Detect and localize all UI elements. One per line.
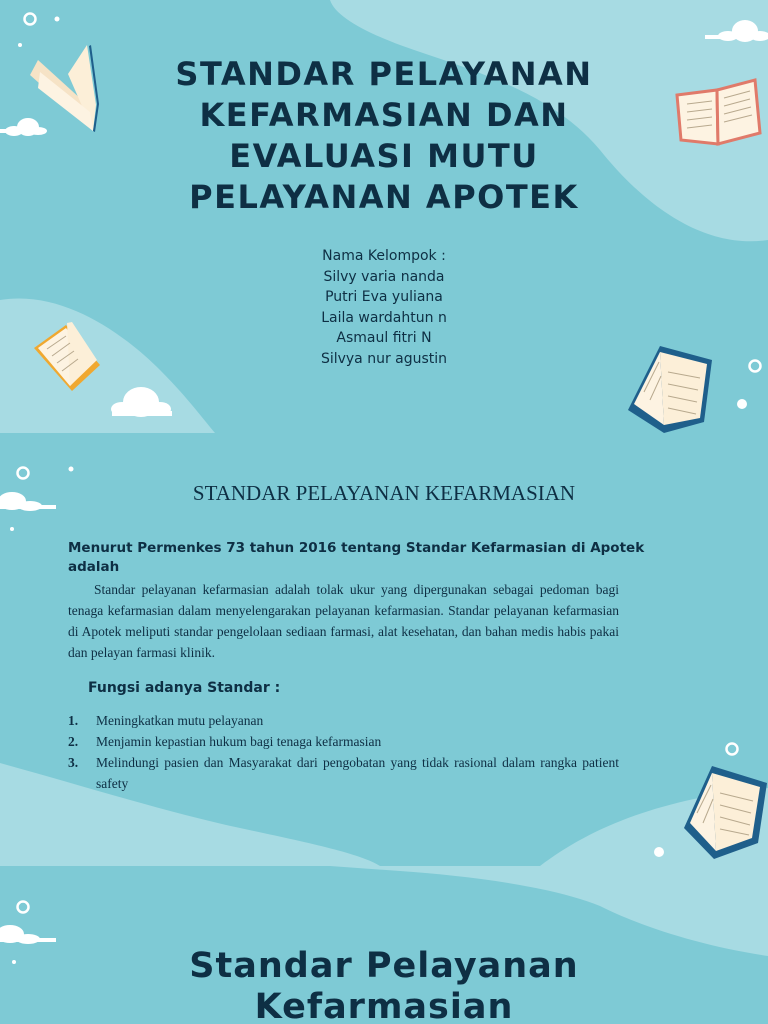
slide3-title-line: Kefarmasian — [254, 987, 514, 1024]
slide3-title — [84, 946, 684, 1024]
cover-title-line: EVALUASI MUTU — [229, 137, 539, 175]
list-item — [68, 731, 619, 752]
list-item — [68, 752, 619, 794]
list-item — [68, 710, 619, 731]
intro-text: Menurut Permenkes 73 tahun 2016 tentang Standar Kefarmasian di Apotek adalah — [68, 540, 645, 575]
definition-paragraph: Standar pelayanan kefarmasian adalah tolak ukur yang dipergunakan sebagai pedoman bagi tenaga kefarmasian dalam menyelengarakan pelayanan kefarmasian. Standar pelayanan kefarmasian di Apotek meliputi standar pengelolaan sediaan farmasi, alat kesehatan, dan bahan medis habis pakai dan pelayan farmasi klinik. — [68, 582, 619, 660]
bubble-icon — [25, 14, 36, 25]
cloud-icon — [0, 925, 56, 944]
cover-title-line: KEFARMASIAN DAN — [199, 96, 569, 134]
open-book-icon — [30, 45, 99, 132]
slide-2 — [0, 433, 768, 866]
member-name: Asmaul fitri N — [336, 330, 432, 346]
bubble-icon — [727, 744, 738, 755]
cover-title-line: PELAYANAN APOTEK — [189, 178, 579, 216]
member-name: Putri Eva yuliana — [325, 289, 443, 305]
section-title: STANDAR PELAYANAN KEFARMASIAN — [192, 481, 576, 505]
members-heading: Nama Kelompok : — [322, 248, 446, 264]
member-name: Silvya nur agustin — [320, 350, 448, 367]
list-text: Menjamin kepastian hukum bagi tenaga kefarmasian — [96, 734, 382, 749]
member-name: Silvy varia nanda — [323, 268, 445, 285]
slide-1 — [0, 0, 768, 433]
list-text: Melindungi pasien dan Masyarakat dari pengobatan yang tidak rasional dalam rangka patient safety — [96, 755, 619, 791]
cloud-icon — [0, 118, 47, 136]
list-text: Meningkatkan mutu pelayanan — [96, 713, 264, 728]
group-members — [234, 246, 534, 369]
open-book-icon — [628, 346, 712, 433]
bubble-icon — [18, 902, 29, 913]
slide-3 — [0, 866, 768, 1024]
cloud-icon — [0, 492, 56, 511]
bubble-icon — [18, 468, 29, 479]
list-number: 2. — [68, 734, 79, 749]
cover-title — [100, 54, 668, 218]
function-list — [68, 710, 619, 794]
list-number: 3. — [68, 755, 79, 770]
slide3-title-line: Standar Pelayanan — [189, 946, 579, 986]
member-name: Laila wardahtun n — [321, 309, 447, 326]
cover-title-line: STANDAR PELAYANAN — [175, 55, 593, 93]
function-heading: Fungsi adanya Standar : — [88, 680, 281, 696]
list-number: 1. — [68, 713, 79, 728]
bubble-icon — [750, 361, 761, 372]
